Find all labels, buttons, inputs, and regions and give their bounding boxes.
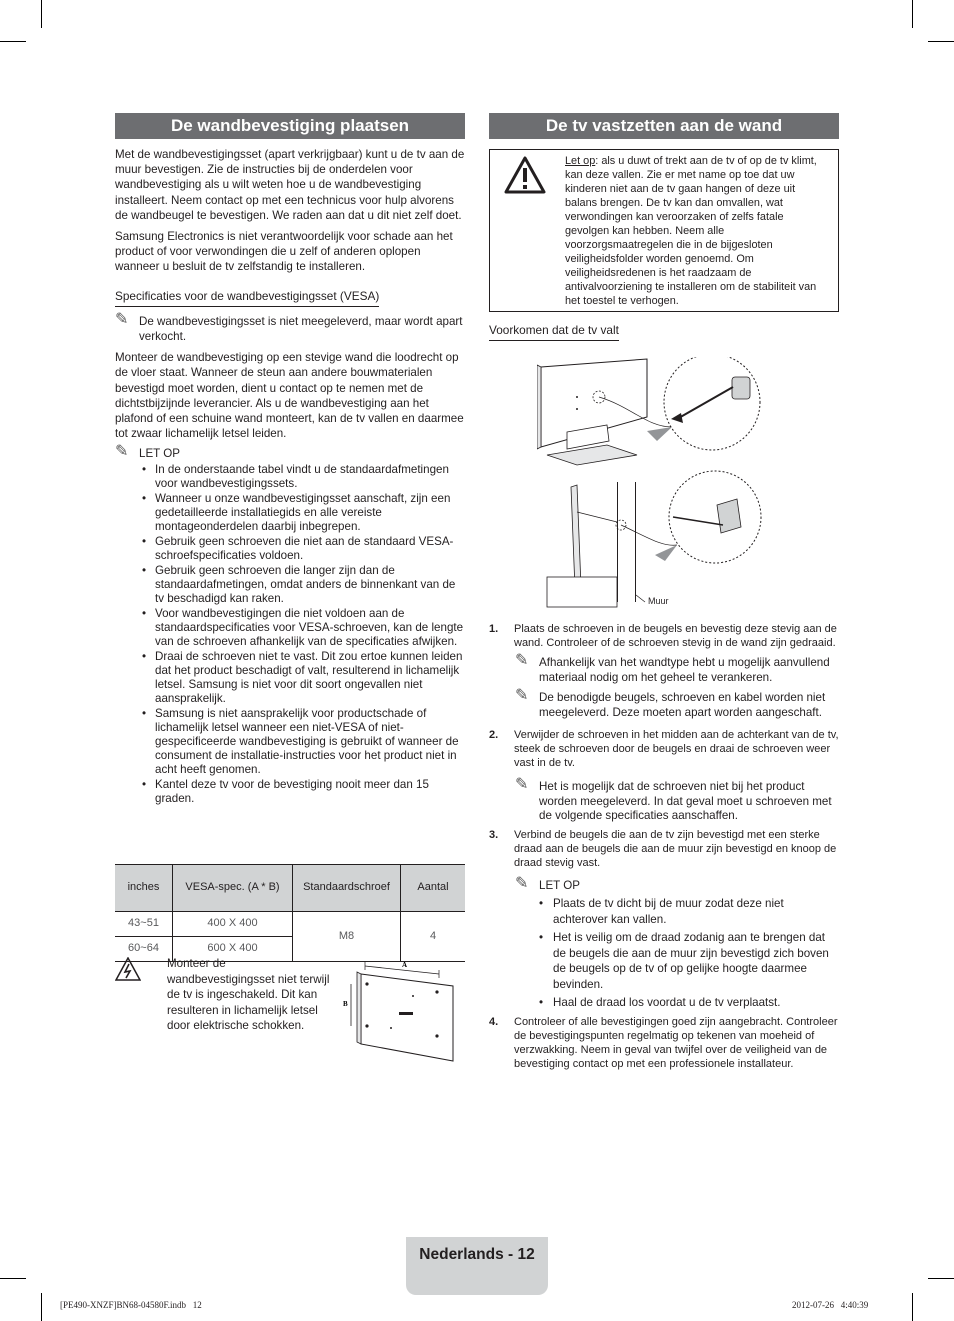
list-item: • Wanneer u onze wandbevestigingsset aanschaft, zijn een gedetailleerde installatiegids en alle vereiste montageonderdelen daarbij inbegrepen. (115, 492, 465, 534)
table-cell: 43~51 (115, 912, 173, 937)
list-item: • In de onderstaande tabel vindt u de standaardafmetingen voor wandbevestigingssets. (115, 463, 465, 491)
crop-mark (41, 1293, 42, 1321)
print-date-info: 2012-07-26 4:40:39 (792, 1300, 869, 1310)
section-title-wall-mount: De wandbevestiging plaatsen (115, 113, 465, 139)
caution-label: LET OP (539, 878, 581, 892)
caution-triangle-icon (504, 156, 546, 194)
electric-warning-text: Monteer de wandbevestigingsset niet terwijl de tv is ingeschakeld. Dit kan resulteren in lichamelijk letsel door elektrische schokken. (167, 957, 330, 1032)
step-text: Controleer of alle bevestigingen goed zijn aangebracht. Controleer de bevestigingspunten regelmatig op tekenen van moeheid of verzwakking. Neem in geval van twijfel over de veiligheid van de bevestiging contact op met een professionele installateur. (514, 1015, 838, 1070)
list-item: • Het is veilig om de draad zodanig aan te brengen dat de beugels die aan de muur zijn bevestigd zich boven de beugels op de tv of op gelijke hoogte daarmee bevinden. (489, 930, 839, 992)
step-number: 1. (489, 623, 499, 636)
caution-text (565, 154, 830, 308)
note-text: Afhankelijk van het wandtype hebt u mogelijk aanvullend materiaal nodig om het geheel te verankeren. (539, 656, 830, 684)
list-item: • Gebruik geen schroeven die langer zijn dan de standaardafmetingen, omdat anders de binnenkant van de tv beschadigd kan raken. (115, 564, 465, 606)
step-item (489, 828, 839, 870)
crop-mark (0, 41, 26, 42)
note-pencil-icon: ✎ (115, 310, 129, 328)
left-column (115, 113, 465, 1032)
prevent-fall-subheading: Voorkomen dat de tv valt (489, 323, 619, 341)
vesa-spec-table (115, 864, 465, 962)
mounting-paragraph: Monteer de wandbevestiging op een stevige wand die loodrecht op de vloer staat. Wanneer de steun aan andere bouwmaterialen bevestigd moet worden, dient u contact op te nemen met de dichtstbijzijnde leverancier. Als u de wandbevestiging aan het plafond of een schuine wand monteert, kan de tv vallen en daarmee tot zwaar lichamelijk letsel leiden. (115, 351, 464, 441)
note-text: De benodigde beugels, schroeven en kabel worden niet meegeleverd. Deze moeten apart worden aangeschaft. (539, 691, 826, 719)
dimension-b-label: B (343, 1000, 348, 1008)
list-item: • Draai de schroeven niet te vast. Dit zou ertoe kunnen leiden dat het product beschadigt of valt, resulterend in lichamelijk letsel. Samsung is niet voor dit soort ongevallen niet aansprakelijk. (115, 650, 465, 706)
note-pencil-icon: ✎ (515, 687, 529, 705)
table-cell: 60~64 (115, 937, 173, 962)
print-file-info: [PE490-XNZF]BN68-04580F.indb 12 (60, 1300, 202, 1310)
note-text: De wandbevestigingsset is niet meegeleverd, maar wordt apart verkocht. (139, 314, 463, 344)
note-text: Het is mogelijk dat de schroeven niet bij het product worden meegeleverd. In dat geval moet u schroeven met de volgende specificaties aanschaffen. (539, 780, 832, 823)
step-text: Verbind de beugels die aan de tv zijn bevestigd met een sterke draad aan de beugels die aan de muur zijn bevestigd en knoop de draad stevig vast. (514, 828, 837, 869)
note-pencil-icon: ✎ (115, 443, 129, 461)
caution-label: Let op (565, 155, 596, 167)
table-header-cell: Standaardschroef (293, 865, 401, 912)
step-text: Verwijder de schroeven in het midden aan de achterkant van de tv, steek de schroeven door de beugels en draai de schroeven weer vast in de tv. (514, 729, 839, 770)
tv-anchor-illustration (537, 357, 777, 612)
section-title-secure-tv: De tv vastzetten aan de wand (489, 113, 839, 139)
list-item: • Plaats de tv dicht bij de muur zodat deze niet achterover kan vallen. (489, 896, 839, 927)
caution-box (489, 149, 839, 312)
page-number-tab (406, 1237, 548, 1295)
step-number: 4. (489, 1015, 499, 1028)
disclaimer-paragraph: Samsung Electronics is niet verantwoordelijk voor schade aan het product of voor verwondingen die u zelf of anderen oplopen wanneer u besluit de tv zelfstandig te installeren. (115, 230, 453, 274)
table-header-row (115, 865, 465, 912)
dimension-a-label: A (402, 961, 408, 969)
list-item: • Gebruik geen schroeven die niet aan de standaard VESA-schroefspecificaties voldoen. (115, 535, 465, 563)
table-cell: M8 (293, 912, 401, 962)
note-pencil-icon: ✎ (515, 776, 529, 794)
crop-mark (41, 0, 42, 28)
list-item: • Voor wandbevestigingen die niet voldoen aan de standaardspecificaties voor VESA-schroeven, kan de lengte van de schroeven afhankelijk van de specificaties afwijken. (115, 607, 465, 649)
step-number: 3. (489, 828, 499, 841)
note-pencil-icon: ✎ (515, 652, 529, 670)
caution-heading (489, 874, 839, 894)
intro-paragraph: Met de wandbevestigingsset (apart verkrijgbaar) kunt u de tv aan de muur bevestigen. Zie de instructies bij de onderdelen voor wandbevestiging als u wilt weten hoe u de wandbevestiging installeert. Neem contact op met een technicus voor hulp alvorens de wandbeugel te bevestigen. We raden aan dat u dit niet zelf doet. (115, 148, 465, 222)
table-header-cell: VESA-spec. (A * B) (173, 865, 293, 912)
caution-label: LET OP (139, 447, 181, 461)
step-item (489, 1015, 839, 1071)
caution-bullet-list (115, 463, 465, 806)
table-cell: 600 X 400 (173, 937, 293, 962)
table-cell: 4 (401, 912, 466, 962)
crop-mark (928, 41, 954, 42)
step-item (489, 728, 839, 770)
vesa-subheading: Specificaties voor de wandbevestigingsset (VESA) (115, 289, 379, 307)
crop-mark (0, 1278, 26, 1279)
wall-mount-dimension-diagram (343, 956, 463, 1064)
list-item: • Kantel deze tv voor de bevestiging nooit meer dan 15 graden. (115, 778, 465, 806)
crop-mark (912, 0, 913, 28)
table-cell: 400 X 400 (173, 912, 293, 937)
step-item (489, 622, 839, 650)
step-note (489, 776, 839, 824)
crop-mark (912, 1293, 913, 1321)
page-number-label: Nederlands - 12 (419, 1246, 535, 1263)
wall-label: Muur (648, 596, 669, 607)
table-header-cell: Aantal (401, 865, 466, 912)
caution-body: : als u duwt of trekt aan de tv of op de tv klimt, kan deze vallen. Zie er met name op toe dat uw kinderen niet aan de tv gaan hangen of deze uit balans brengen. De tv kan dan omvallen, wat verwondingen kan veroorzaken of zelfs fatale gevolgen kan hebben. Neem alle voorzorgsmaatregelen die in de bijgesloten veiligheidsfolder worden genoemd. Om veiligheidsredenen is het raadzaam de antivalvoorziening te installeren om de stabiliteit van het toestel te verhogen. (565, 155, 817, 307)
step-note (489, 652, 839, 685)
list-item: • Samsung is niet aansprakelijk voor productschade of lichamelijk letsel wanneer een niet-VESA of niet-gespecificeerde wandbevestiging is gebruikt of wanneer de consument de installatie-instructies voor het product niet in acht heeft genomen. (115, 707, 465, 777)
list-item: • Haal de draad los voordat u de tv verplaatst. (489, 995, 839, 1011)
electric-warning (115, 956, 465, 1066)
crop-mark (928, 1278, 954, 1279)
step-note (489, 687, 839, 720)
note-not-included (115, 310, 465, 344)
table-row (115, 912, 465, 937)
table-header-cell: inches (115, 865, 173, 912)
electric-shock-warning-icon (115, 957, 141, 981)
step-text: Plaats de schroeven in de beugels en bevestig deze stevig aan de wand. Controleer of de schroeven stevig in de wand zijn gedraaid. (514, 623, 837, 650)
step-number: 2. (489, 729, 499, 742)
step-list (489, 622, 839, 1071)
caution-heading (115, 443, 465, 461)
note-pencil-icon: ✎ (515, 874, 529, 892)
right-column (489, 113, 839, 1071)
